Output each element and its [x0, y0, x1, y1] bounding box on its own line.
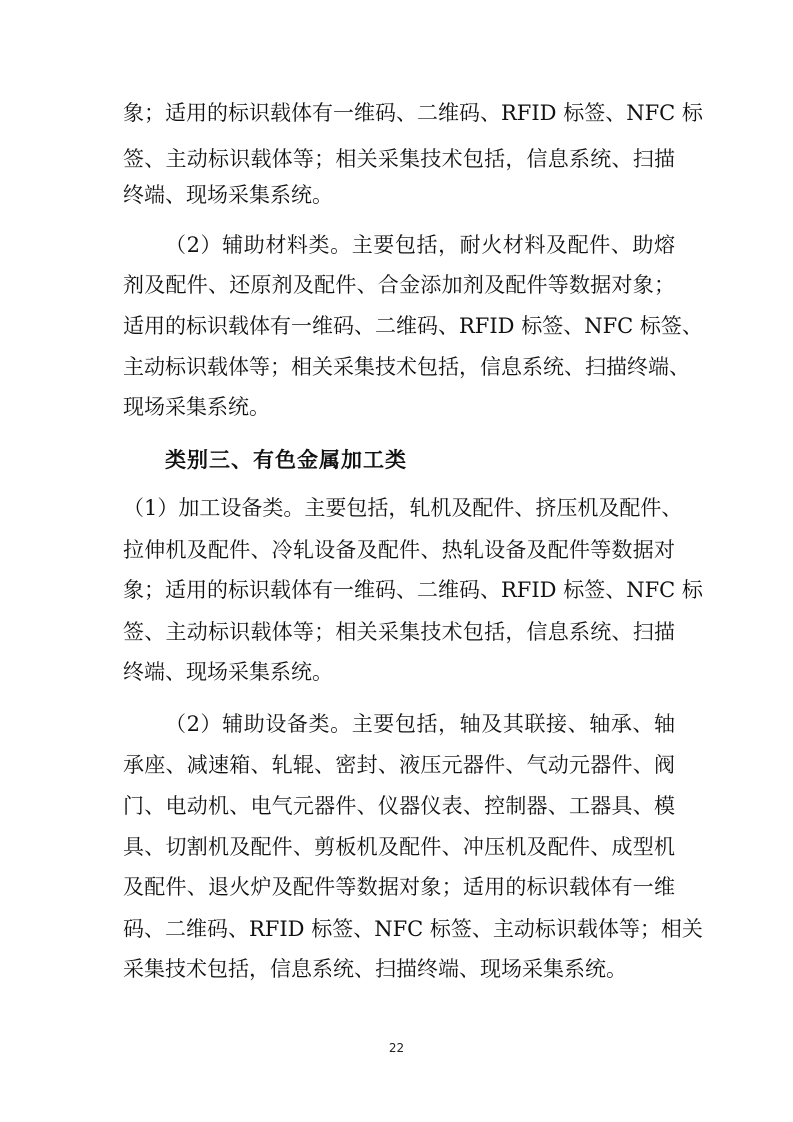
- paragraph-4-line-3: 门、电动机、电气元器件、仪器仪表、控制器、工器具、模: [123, 794, 675, 818]
- paragraph-2-line-1: （2）辅助材料类。主要包括，耐火材料及配件、助熔: [165, 233, 675, 257]
- paragraph-1-line-3: 终端、现场采集系统。: [123, 183, 333, 207]
- paragraph-3-line-3: 象；适用的标识载体有一维码、二维码、RFID 标签、NFC 标: [123, 578, 703, 602]
- paragraph-4-line-7: 采集技术包括，信息系统、扫描终端、现场采集系统。: [123, 957, 627, 981]
- paragraph-3-line-2: 拉伸机及配件、冷轧设备及配件、热轧设备及配件等数据对: [123, 538, 675, 562]
- paragraph-1-line-1: 象；适用的标识载体有一维码、二维码、RFID 标签、NFC 标: [123, 101, 703, 125]
- paragraph-1-line-2: 签、主动标识载体等；相关采集技术包括，信息系统、扫描: [123, 147, 675, 171]
- paragraph-3-line-1: （1）加工设备类。主要包括，轧机及配件、挤压机及配件、: [123, 496, 683, 520]
- section-heading: 类别三、有色金属加工类: [165, 448, 407, 472]
- paragraph-2-line-3: 适用的标识载体有一维码、二维码、RFID 标签、NFC 标签、: [123, 314, 703, 338]
- paragraph-2-line-2: 剂及配件、还原剂及配件、合金添加剂及配件等数据对象；: [123, 273, 675, 297]
- paragraph-4-line-1: （2）辅助设备类。主要包括，轴及其联接、轴承、轴: [165, 712, 675, 736]
- paragraph-4-line-6: 码、二维码、RFID 标签、NFC 标签、主动标识载体等；相关: [123, 917, 703, 941]
- paragraph-4-line-5: 及配件、退火炉及配件等数据对象；适用的标识载体有一维: [123, 875, 675, 899]
- paragraph-4-line-2: 承座、减速箱、轧辊、密封、液压元器件、气动元器件、阀: [123, 753, 675, 777]
- paragraph-2-line-4: 主动标识载体等；相关采集技术包括，信息系统、扫描终端、: [123, 355, 690, 379]
- paragraph-4-line-4: 具、切割机及配件、剪板机及配件、冲压机及配件、成型机: [123, 835, 675, 859]
- paragraph-2-line-5: 现场采集系统。: [123, 395, 270, 419]
- paragraph-3-line-5: 终端、现场采集系统。: [123, 660, 333, 684]
- page-number: 22: [388, 1041, 405, 1055]
- paragraph-3-line-4: 签、主动标识载体等；相关采集技术包括，信息系统、扫描: [123, 620, 675, 644]
